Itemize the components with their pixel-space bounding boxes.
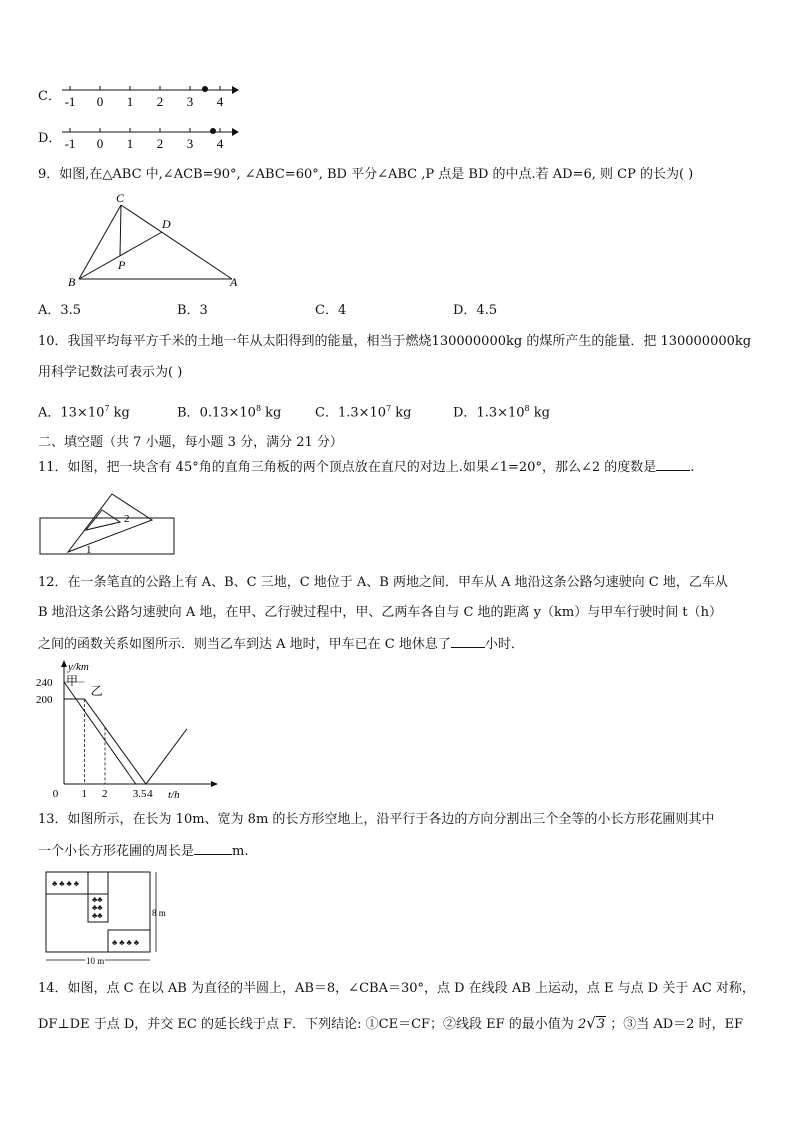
x-tick-label: 0 xyxy=(52,788,59,800)
q9-option-b[interactable]: B．3 xyxy=(177,303,208,318)
label-1: 1 xyxy=(86,544,92,556)
label-c: C xyxy=(116,191,125,205)
label-2: 2 xyxy=(124,513,130,525)
q11-ruler-figure xyxy=(38,492,178,556)
x-tick-label: 3.5 xyxy=(132,788,147,800)
tick: 3 xyxy=(186,136,194,151)
q8-option-c-number-line xyxy=(58,80,244,112)
tick: 2 xyxy=(156,94,164,109)
tick: 1 xyxy=(126,94,134,109)
q10-line2: 用科学记数法可表示为( ) xyxy=(38,365,183,380)
series-label-jia: 甲 xyxy=(66,674,79,688)
q11-text: 11．如图，把一块含有 45°角的直角三角板的两个顶点放在直尺的对边上.如果∠1=20°，那么∠2 的度数是 . xyxy=(38,460,695,475)
q10-option-c[interactable]: C．$1.3\times 10^7$ kg xyxy=(315,404,412,421)
q8-d-point xyxy=(210,128,216,134)
x-tick-label: 4 xyxy=(147,788,153,800)
q9-triangle-figure xyxy=(62,190,252,290)
section-title: 二、填空题（共 7 小题，每小题 3 分，满分 21 分） xyxy=(38,435,343,450)
svg-text:♣♣: ♣♣ xyxy=(92,895,103,904)
q8-option-c-label: C． xyxy=(38,89,61,104)
q8-option-d-label: D． xyxy=(38,131,62,146)
tick: 2 xyxy=(156,136,164,151)
q12-line2: B 地沿这条公路匀速驶向 A 地，在甲、乙行驶过程中，甲、乙两车各自与 C 地的距离 y（km）与甲车行驶时间 t（h） xyxy=(38,605,722,620)
q8-c-point xyxy=(202,86,208,92)
q10-line1: 10．我国平均每平方千米的土地一年从太阳得到的能量，相当于燃烧130000000kg 的煤所产生的能量．把 130000000kg xyxy=(38,334,752,349)
tick: -1 xyxy=(64,94,76,109)
q11-blank[interactable] xyxy=(656,458,690,471)
series-label-yi: 乙 xyxy=(90,684,103,698)
x-tick-label: 2 xyxy=(102,788,108,800)
tick: 1 xyxy=(126,136,134,151)
label-p: P xyxy=(118,258,126,272)
q13-garden-figure xyxy=(42,868,172,968)
tick: 4 xyxy=(216,94,224,109)
tick: 0 xyxy=(96,136,104,151)
q10-option-d[interactable]: D．$1.3\times 10^8$ kg xyxy=(453,404,550,421)
x-tick-label: 1 xyxy=(81,788,87,800)
y-tick-label: 200 xyxy=(36,694,53,706)
q10-option-b[interactable]: B．$0.13\times 10^8$ kg xyxy=(177,404,282,421)
q12-blank[interactable] xyxy=(451,635,485,648)
y-axis-label: y/km xyxy=(68,661,89,673)
q13-blank[interactable] xyxy=(194,842,232,855)
q9-option-c[interactable]: C．4 xyxy=(315,303,347,318)
svg-text:♣♣: ♣♣ xyxy=(92,903,103,912)
series-line-yi xyxy=(64,699,187,784)
q9-option-a[interactable]: A．3.5 xyxy=(38,303,82,318)
x-axis-label: t/h xyxy=(168,789,180,801)
label-b: B xyxy=(68,275,76,289)
tick: -1 xyxy=(64,136,76,151)
q9-option-d[interactable]: D．4.5 xyxy=(453,303,498,318)
q10-option-a[interactable]: A．$13\times 10^7$ kg xyxy=(38,404,130,421)
q9-stem: 9．如图,在△ABC 中,∠ACB=90°, ∠ABC=60°, BD 平分∠ABC ,P 点是 BD 的中点.若 AD=6, 则 CP 的长为( ) xyxy=(38,167,694,182)
svg-text:♣ ♣ ♣ ♣: ♣ ♣ ♣ ♣ xyxy=(112,938,139,947)
tick: 4 xyxy=(216,136,224,151)
q13-line1: 13．如图所示，在长为 10m、宽为 8m 的长方形空地上，沿平行于各边的方向分割出三个全等的小长方形花圃则其中 xyxy=(38,812,715,827)
svg-text:♣ ♣ ♣ ♣: ♣ ♣ ♣ ♣ xyxy=(52,879,79,888)
q14-line2: DF⊥DE 于点 D，并交 EC 的延长线于点 F．下列结论: ①CE＝CF；②线段 EF 的最小值为 2√3 ；③当 AD＝2 时，EF xyxy=(38,1014,744,1032)
q14-line1: 14．如图，点 C 在以 AB 为直径的半圆上，AB＝8，∠CBA＝30°，点 D 在线段 AB 上运动，点 E 与点 D 关于 AC 对称， xyxy=(38,981,755,996)
tick: 0 xyxy=(96,94,104,109)
q12-line3: 之间的函数关系如图所示．则当乙车到达 A 地时，甲车已在 C 地休息了 小时． xyxy=(38,637,524,652)
width-label: 10 m xyxy=(86,956,105,966)
tick: 3 xyxy=(186,94,194,109)
height-label: 8 m xyxy=(152,908,166,918)
label-a: A xyxy=(230,275,238,289)
q13-line2: 一个小长方形花圃的周长是 m. xyxy=(38,844,249,859)
svg-text:♣♣: ♣♣ xyxy=(92,911,103,920)
q12-chart xyxy=(34,660,224,802)
q8-option-d-number-line xyxy=(58,122,244,154)
label-d: D xyxy=(162,217,171,231)
y-tick-label: 240 xyxy=(36,677,53,689)
q12-line1: 12．在一条笔直的公路上有 A、B、C 三地，C 地位于 A、B 两地之间．甲车从 A 地沿这条公路匀速驶向 C 地，乙车从 xyxy=(38,575,728,590)
